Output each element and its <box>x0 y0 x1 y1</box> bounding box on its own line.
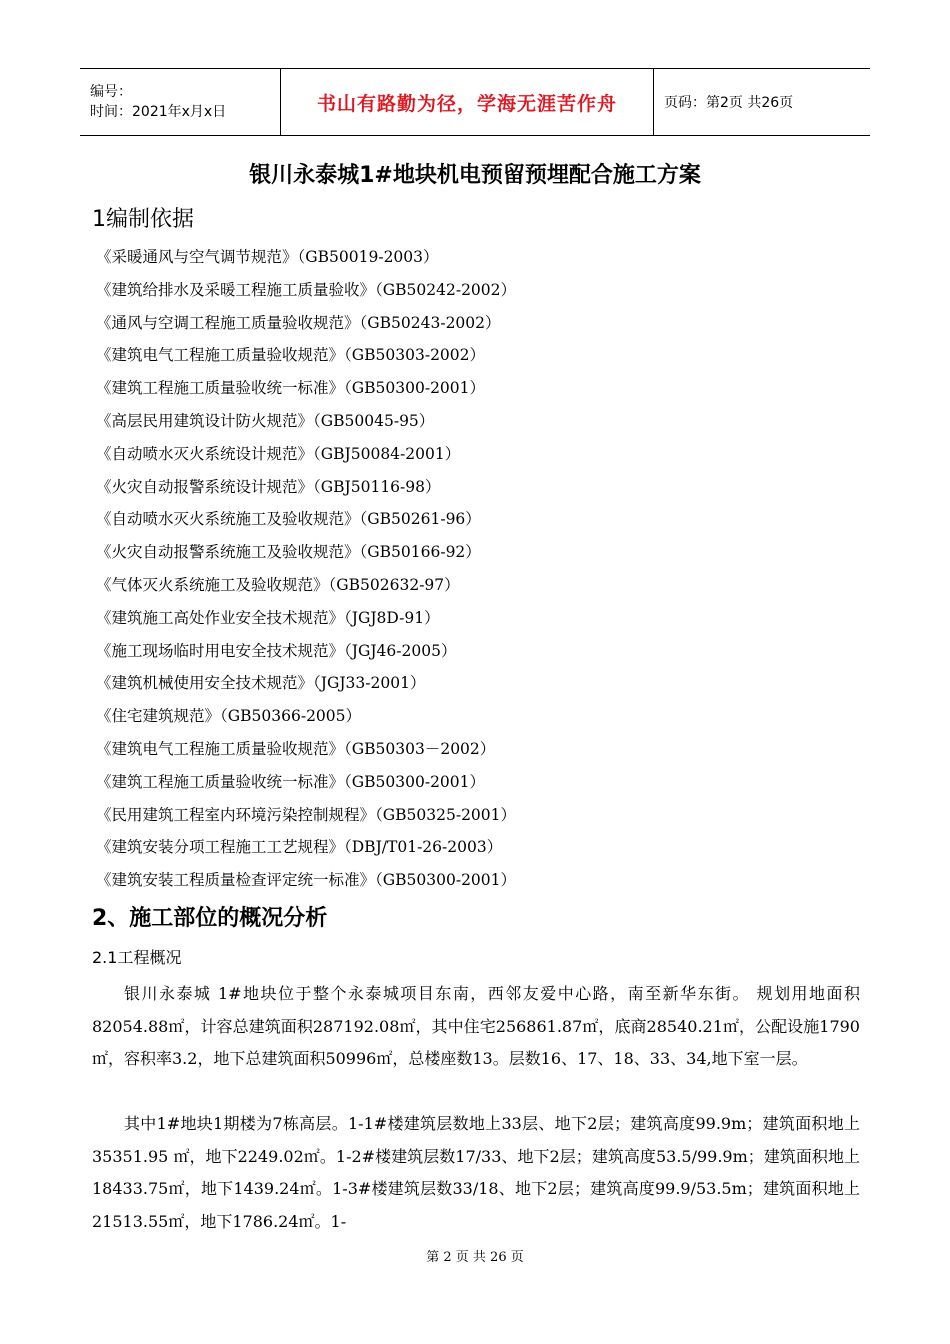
header-motto-cell <box>280 69 654 135</box>
section-1-heading: 1编制依据 <box>92 207 194 232</box>
reference-item: 《建筑工程施工质量验收统一标准》（GB50300-2001） <box>96 772 486 791</box>
reference-item: 《施工现场临时用电安全技术规范》（JGJ46-2005） <box>96 641 457 660</box>
reference-item: 《气体灭火系统施工及验收规范》（GB502632-97） <box>96 575 460 594</box>
reference-item: 《火灾自动报警系统施工及验收规范》（GB50166-92） <box>96 543 481 562</box>
reference-item: 《民用建筑工程室内环境污染控制规程》（GB50325-2001） <box>96 805 517 824</box>
header-meta <box>80 69 280 135</box>
reference-list <box>96 241 516 897</box>
motto: 书山有路勤为径，学海无涯苦作舟 <box>316 92 617 115</box>
overview-paragraph-2 <box>92 1108 860 1238</box>
reference-item: 《火灾自动报警系统设计规范》（GBJ50116-98） <box>96 477 441 496</box>
header-page-cell <box>654 69 870 135</box>
reference-item: 《高层民用建筑设计防火规范》（GB50045-95） <box>96 411 435 430</box>
reference-item: 《建筑给排水及采暖工程施工质量验收》（GB50242-2002） <box>96 280 517 299</box>
document-title: 银川永泰城1#地块机电预留预埋配合施工方案 <box>249 163 701 188</box>
reference-item: 《建筑施工高处作业安全技术规范》（JGJ8D-91） <box>96 608 440 627</box>
reference-item: 《采暖通风与空气调节规范》（GB50019-2003） <box>96 248 439 266</box>
header-page-info: 页码：第2页 共26页 <box>664 95 794 111</box>
reference-item: 《建筑电气工程施工质量验收规范》（GB50303-2002） <box>96 346 486 365</box>
section-2-heading: 2、施工部位的概况分析 <box>92 906 328 931</box>
page-header <box>80 68 870 136</box>
reference-item: 《通风与空调工程施工质量验收规范》（GB50243-2002） <box>96 313 501 332</box>
reference-item: 《自动喷水灭火系统施工及验收规范》（GB50261-96） <box>96 510 481 529</box>
reference-item: 《建筑工程施工质量验收统一标准》（GB50300-2001） <box>96 379 486 398</box>
document-number: 编号： <box>90 84 132 100</box>
reference-item: 《自动喷水灭火系统设计规范》（GBJ50084-2001） <box>96 444 461 463</box>
reference-item: 《建筑安装工程质量检查评定统一标准》（GB50300-2001） <box>96 871 517 890</box>
document-date: 时间：2021年x月x日 <box>90 104 227 120</box>
reference-item: 《建筑安装分项工程施工工艺规程》（DBJ/T01-26-2003） <box>96 838 503 857</box>
reference-item: 《建筑机械使用安全技术规范》（JGJ33-2001） <box>96 674 426 693</box>
reference-item: 《建筑电气工程施工质量验收规范》（GB50303－2002） <box>96 739 496 758</box>
paragraph-text: 银川永泰城 1#地块位于整个永泰城项目东南，西邻友爱中心路，南至新华东街。 规划用地面积82054.88㎡，计容总建筑面积287192.08㎡，其中住宅256861.87㎡，底商28540.21㎡，公配设施1790㎡，容积率3.2，地下总建筑面积50996㎡，总楼座数13。层数16、17、18、33、34,地下室一层。 <box>92 984 860 1069</box>
overview-paragraph-1 <box>92 978 860 1076</box>
subsection-heading: 2.1工程概况 <box>92 948 182 967</box>
page-footer: 第 2 页 共 26 页 <box>426 1250 524 1265</box>
reference-item: 《住宅建筑规范》（GB50366-2005） <box>96 707 362 726</box>
paragraph-text: 其中1#地块1期楼为7栋高层。1-1#楼建筑层数地上33层、地下2层；建筑高度99.9m；建筑面积地上35351.95 ㎡，地下2249.02㎡。1-2#楼建筑层数17/33、地下2层；建筑高度53.5/99.9m；建筑面积地上18433.75㎡，地下1439.24㎡。1-3#楼建筑层数33/18、地下2层；建筑高度99.9/53.5m；建筑面积地上21513.55㎡，地下1786.24㎡。1- <box>92 1114 860 1231</box>
